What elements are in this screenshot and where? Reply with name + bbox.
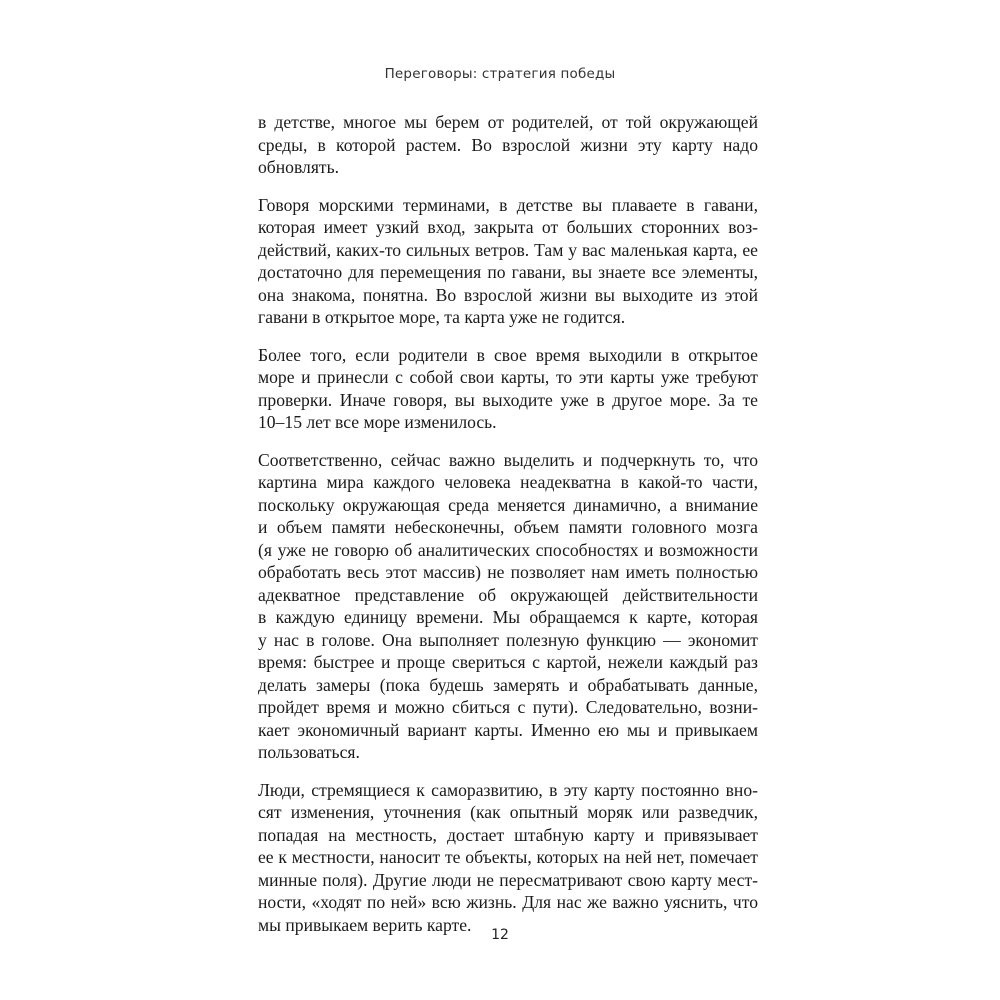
- text-line: обработать весь этот массив) не позволяет нам иметь полностью: [258, 562, 758, 582]
- text-line: у нас в голове. Она выполняет полезную функцию — экономит: [258, 629, 758, 650]
- text-line: Соответственно, сейчас важно выделить и подчеркнуть то, что: [258, 449, 758, 470]
- text-line: пройдет время и можно сбиться с пути). Следовательно, возни-: [258, 697, 758, 717]
- paragraph-1: [258, 111, 758, 179]
- text-line: гавани в открытое море, та карта уже не годится.: [258, 307, 626, 327]
- text-line: которая имеет узкий вход, закрыта от больших сторонних воз-: [258, 217, 758, 237]
- text-line: сят изменения, уточнения (как опытный моряк или разведчик,: [258, 802, 758, 822]
- text-line: ности, «ходят по ней» всю жизнь. Для нас же важно уяснить, что: [258, 892, 758, 912]
- text-line: проверки. Иначе говоря, вы выходите уже в другое море. За те: [258, 389, 758, 410]
- text-line: обновлять.: [258, 157, 340, 177]
- text-line: Люди, стремящиеся к саморазвитию, в эту карту постоянно вно-: [258, 779, 758, 800]
- text-line: ее к местности, наносит те объекты, которых на ней нет, помечает: [258, 847, 758, 867]
- text-line: 10–15 лет все море изменилось.: [258, 412, 497, 432]
- paragraph-5: [258, 779, 758, 937]
- page-number: 12: [491, 927, 509, 943]
- text-line: картина мира каждого человека неадекватна в какой-то части,: [258, 472, 758, 492]
- text-line: действий, каких-то сильных ветров. Там у вас маленькая карта, ее: [258, 239, 758, 260]
- text-line: мы привыкаем верить карте.: [258, 914, 472, 935]
- body-text: [258, 111, 758, 936]
- text-line: и объем памяти небесконечны, объем памяти головного мозга: [258, 517, 758, 537]
- paragraph-3: [258, 344, 758, 434]
- text-line: время: быстрее и проще свериться с картой, нежели каждый раз: [258, 652, 758, 672]
- text-line: кает экономичный вариант карты. Именно ею мы и привыкаем: [258, 719, 758, 740]
- text-line: Более того, если родители в свое время выходили в открытое: [258, 344, 758, 365]
- text-line: минные поля). Другие люди не пересматривают свою карту мест-: [258, 869, 758, 890]
- paragraph-2: [258, 194, 758, 329]
- text-line: делать замеры (пока будешь замерять и обрабатывать данные,: [258, 674, 758, 695]
- text-line: (я уже не говорю об аналитических способностях и возможности: [258, 539, 758, 560]
- running-header-title: Переговоры: стратегия победы: [384, 66, 616, 82]
- text-line: попадая на местность, достает штабную карту и привязывает: [258, 824, 758, 845]
- text-line: среды, в которой растем. Во взрослой жизни эту карту надо: [258, 134, 758, 155]
- text-line: в каждую единицу времени. Мы обращаемся к карте, которая: [258, 607, 758, 627]
- text-line: в детстве, многое мы берем от родителей, от той окружающей: [258, 112, 758, 132]
- text-line: поскольку окружающая среда меняется динамично, а внимание: [258, 494, 758, 515]
- text-line: Говоря морскими терминами, в детстве вы плаваете в гавани,: [258, 194, 758, 215]
- paragraph-4: [258, 449, 758, 764]
- text-line: она знакома, понятна. Во взрослой жизни вы выходите из этой: [258, 284, 758, 305]
- text-line: достаточно для перемещения по гавани, вы знаете все элементы,: [258, 262, 758, 282]
- text-line: море и принесли с собой свои карты, то эти карты уже требуют: [258, 367, 758, 387]
- text-line: адекватное представление об окружающей действительности: [258, 584, 758, 605]
- text-line: пользоваться.: [258, 742, 360, 762]
